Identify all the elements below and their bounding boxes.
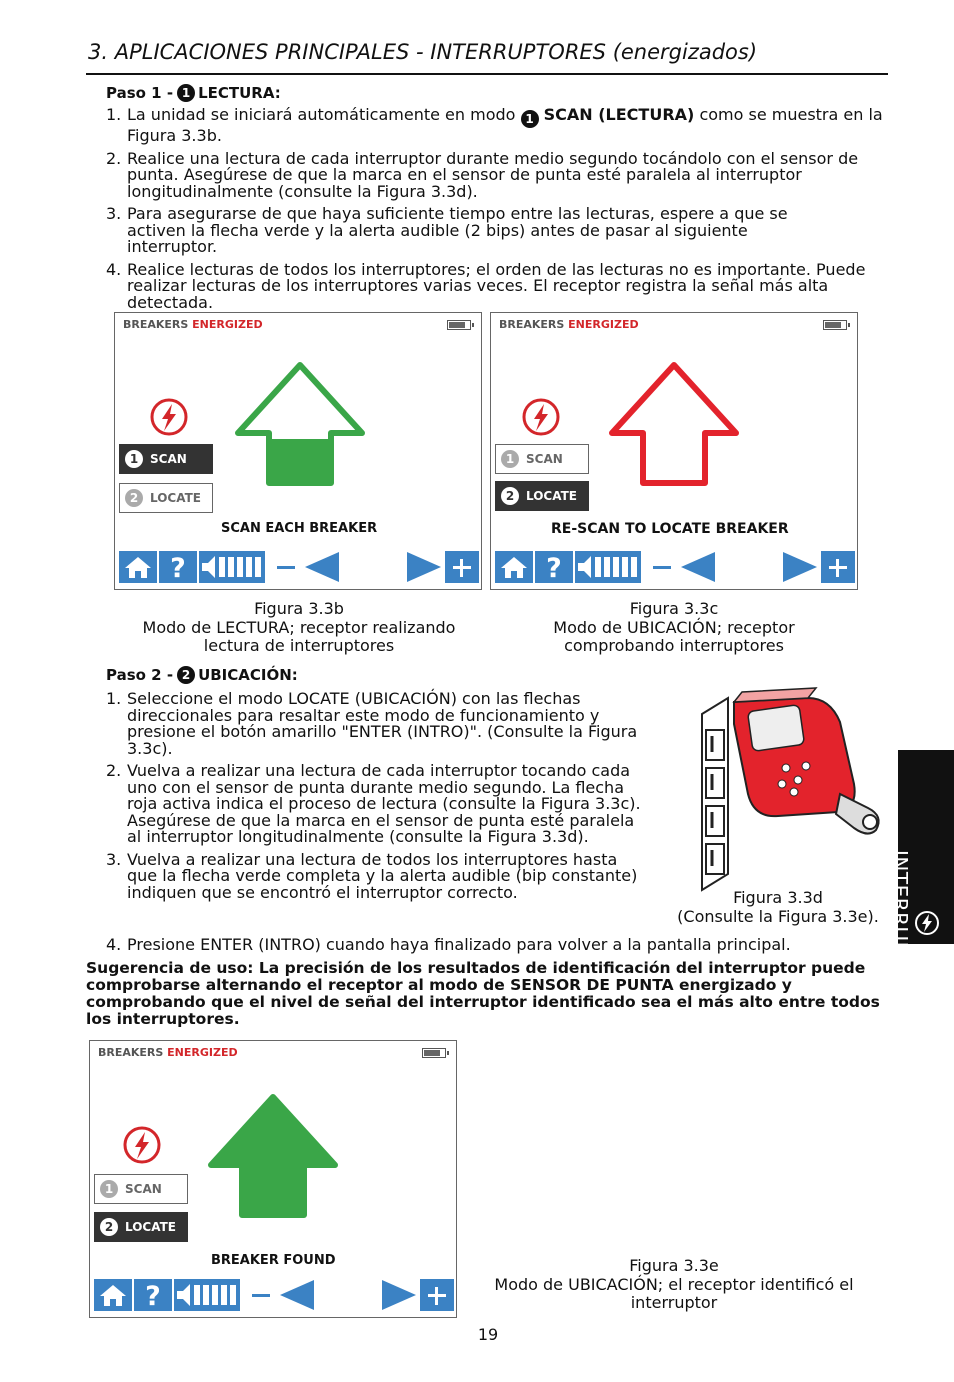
scan-mode-button[interactable]: 1 SCAN (94, 1174, 188, 1204)
volume-button[interactable] (575, 551, 641, 583)
left-arrow-icon (681, 552, 715, 582)
screen-message: SCAN EACH BREAKER (221, 521, 378, 536)
battery-icon (823, 320, 847, 330)
list-item: 2. Vuelva a realizar una lectura de cada interruptor tocando cada uno con el sensor de punta durante medio segundo. La flecha roja activa indica el proceso de lectura (consulte la Figura 3.3c). Asegúrese de que la marca en el sensor de punta esté paralela al interruptor longitudinalmente (consulte la Figura 3.3d). (106, 761, 641, 846)
step2-label: UBICACIÓN: (198, 666, 298, 684)
left-arrow-icon (305, 552, 339, 582)
minus-icon (277, 566, 295, 569)
caption-figure-3-3d: Figura 3.3d (Consulte la Figura 3.3e). (677, 888, 879, 926)
screen-figure-3-3e (89, 1040, 457, 1318)
step2-list-continued (106, 937, 886, 960)
navigation-bar (267, 551, 479, 583)
screen-title: BREAKERS ENERGIZED (98, 1046, 238, 1059)
screen-figure-3-3b (114, 312, 482, 590)
step2-list (106, 691, 651, 907)
home-button[interactable] (94, 1279, 132, 1311)
screen-title: BREAKERS ENERGIZED (499, 318, 639, 331)
left-arrow-icon (280, 1280, 314, 1310)
help-icon (535, 551, 573, 583)
scan-mode-button[interactable]: 1 SCAN (119, 444, 213, 474)
lightning-bolt-icon (122, 1125, 162, 1165)
list-item: 2. Realice una lectura de cada interruptor durante medio segundo tocándolo con el sensor de punta. Asegúrese de que la marca en el sensor de punta esté paralela al interruptor longitudinalmente (consulte la Figura 3.3d). (106, 148, 859, 201)
green-filled-arrow (206, 1093, 340, 1219)
volume-button[interactable] (174, 1279, 240, 1311)
step2-heading (106, 666, 298, 684)
receiver-on-breaker-illustration (698, 684, 890, 894)
svg-text:?: ? (145, 1281, 161, 1311)
list-item: 1. La unidad se iniciará automáticamente en modo 1 SCAN (LECTURA) como se muestra en la Figura 3.3b. (106, 105, 883, 145)
list-item: 4. Realice lecturas de todos los interruptores; el orden de las lecturas no es importante. Puede realizar lecturas de los interruptores varias veces. El receptor registra la señal más alta detectada. (106, 259, 866, 312)
section-title: 3. APLICACIONES PRINCIPALES - INTERRUPTORES (energizados) (88, 40, 758, 64)
list-item: 4. Presione ENTER (INTRO) cuando haya finalizado para volver a la pantalla principal. (106, 935, 791, 954)
locate-mode-button[interactable]: 2 LOCATE (119, 483, 213, 513)
right-arrow-icon (407, 552, 441, 582)
locate-mode-button[interactable]: 2 LOCATE (94, 1212, 188, 1242)
help-icon (134, 1279, 172, 1311)
svg-text:?: ? (170, 553, 186, 583)
page-number: 19 (477, 1325, 499, 1344)
help-button[interactable] (535, 551, 573, 583)
title-rule (86, 73, 888, 75)
step2-number-badge: 2 (177, 666, 195, 684)
right-arrow-icon (382, 1280, 416, 1310)
right-arrow-icon (783, 552, 817, 582)
minus-icon (653, 566, 671, 569)
list-item: 1. Seleccione el modo LOCATE (UBICACIÓN) con las flechas direccionales para resaltar este modo de funcionamiento y presione el botón amarillo "ENTER (INTRO)". (Consulte la Figura 3.3c). (106, 689, 638, 758)
battery-icon (422, 1048, 446, 1058)
step1-label: LECTURA: (198, 84, 281, 102)
step1-heading (106, 84, 281, 102)
volume-bars-icon (575, 551, 641, 583)
navigation-bar (242, 1279, 454, 1311)
locate-mode-button[interactable]: 2 LOCATE (495, 481, 589, 511)
home-icon (495, 551, 533, 583)
usage-tip: Sugerencia de uso: La precisión de los resultados de identificación del interruptor puede comprobarse alternando el receptor al modo de SENSOR DE PUNTA energizado y comprobando que el nivel de señal del interruptor identificado sea el más alto entre todos los interruptores. (86, 959, 880, 1028)
scan-mode-badge: 1 (521, 110, 539, 128)
list-item: 3. Para asegurarse de que haya suficiente tiempo entre las lecturas, espere a que se activen la flecha verde y la alerta audible (2 bips) antes de pasar al siguiente interruptor. (106, 204, 788, 256)
step1-prefix: Paso 1 - (106, 84, 174, 102)
volume-bars-icon (174, 1279, 240, 1311)
screen-figure-3-3c (490, 312, 858, 590)
red-outline-arrow (607, 361, 741, 487)
step1-list (106, 107, 891, 317)
step2-prefix: Paso 2 - (106, 666, 174, 684)
lightning-bolt-icon (914, 910, 940, 936)
screen-message: RE-SCAN TO LOCATE BREAKER (551, 521, 789, 537)
home-icon (119, 551, 157, 583)
screen-title: BREAKERS ENERGIZED (123, 318, 263, 331)
green-outline-arrow (233, 361, 367, 487)
home-button[interactable] (119, 551, 157, 583)
svg-text:?: ? (546, 553, 562, 583)
list-item: 3. Vuelva a realizar una lectura de todos los interruptores hasta que la flecha verde completa y la alerta audible (bip constante) indiquen que se encontró el interruptor correcto. (106, 849, 638, 902)
minus-icon (252, 1294, 270, 1297)
home-icon (94, 1279, 132, 1311)
caption-figure-3-3b: Figura 3.3b Modo de LECTURA; receptor realizando lectura de interruptores (142, 599, 456, 655)
lightning-bolt-icon (521, 397, 561, 437)
battery-icon (447, 320, 471, 330)
caption-figure-3-3c: Figura 3.3c Modo de UBICACIÓN; receptor comprobando interruptores (553, 599, 795, 655)
home-button[interactable] (495, 551, 533, 583)
navigation-bar (643, 551, 855, 583)
step1-number-badge: 1 (177, 84, 195, 102)
volume-bars-icon (199, 551, 265, 583)
volume-button[interactable] (199, 551, 265, 583)
section-side-tab (888, 750, 954, 1024)
help-button[interactable] (134, 1279, 172, 1311)
screen-message: BREAKER FOUND (211, 1253, 336, 1268)
caption-figure-3-3e: Figura 3.3e Modo de UBICACIÓN; el receptor identificó el interruptor (494, 1256, 854, 1312)
side-tab-label: INTERRUPTORES (888, 850, 912, 1024)
lightning-bolt-icon (149, 397, 189, 437)
scan-mode-button[interactable]: 1 SCAN (495, 444, 589, 474)
help-icon (159, 551, 197, 583)
help-button[interactable] (159, 551, 197, 583)
